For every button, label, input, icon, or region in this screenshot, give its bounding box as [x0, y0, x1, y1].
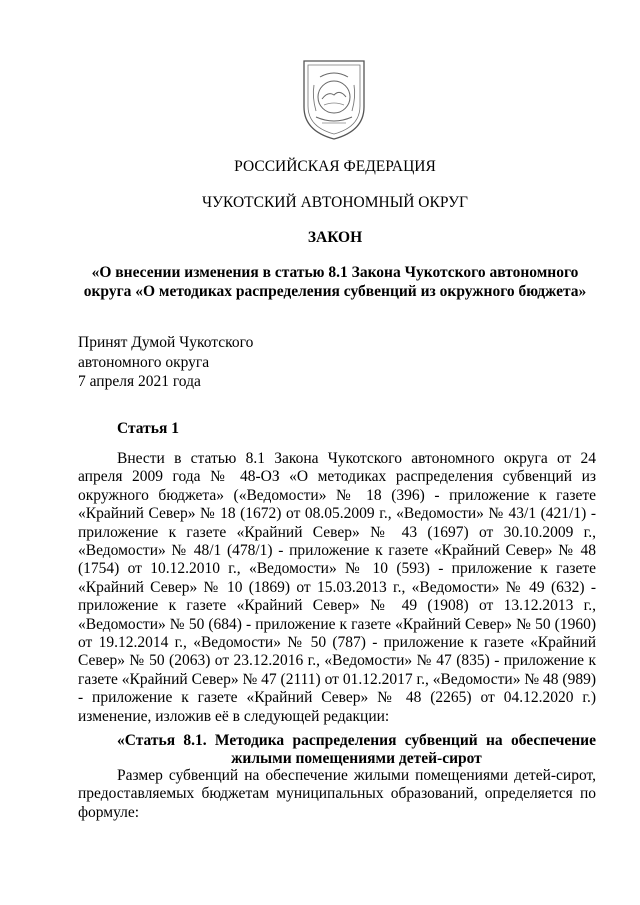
article-1-text: Внести в статью 8.1 Закона Чукотского автономного округа от 24 апреля 2009 года № 48-ОЗ «О методиках распределения субвенций из окружного бюджета» («Ведомости» № 18 (396) - приложение к газете «Крайний Север» № 18 (1672) от 08.05.2009 г., «Ведомости» № 43/1 (421/1) - приложение к газете «Крайний Север» № 43 (1697) от 30.10.2009 г., «Ведомости» № 48/1 (478/1) - приложение к газете «Крайний Север» № 48 (1754) от 10.12.2010 г., «Ведомости» № 10 (593) - приложение к газете «Крайний Север» № 10 (1869) от 15.03.2013 г., «Ведомости» № 49 (632) - приложение к газете «Крайний Север» № 49 (1908) от 13.12.2013 г., «Ведомости» № 50 (684) - приложение к газете «Крайний Север» № 50 (1960) от 19.12.2014 г., «Ведомости» № 50 (787) - приложение к газете «Крайний Север» № 50 (2063) от 23.12.2016 г., «Ведомости» № 47 (835) - приложение к газете «Крайний Север» № 47 (2111) от 01.12.2017 г., «Ведомости» № 48 (989) - приложение к газете «Крайний Север» № 48 (2265) от 04.12.2020 г.) изменение, изложив её в следующей редакции:: [78, 450, 596, 725]
doc-type-heading: ЗАКОН: [307, 229, 363, 246]
adoption-date: 7 апреля 2021 года: [78, 373, 201, 390]
law-title-line-1: «О внесении изменения в статью 8.1 Закона Чукотского автономного: [91, 264, 579, 281]
adoption-line-2: автономного округа: [78, 353, 210, 371]
article-8-1-text: Размер субвенций на обеспечение жилыми помещениями детей-сирот, предоставляемых бюджетам муниципальных образований, определяется по формуле:: [78, 767, 596, 821]
article-1-heading: Статья 1: [117, 420, 179, 437]
region-heading: ЧУКОТСКИЙ АВТОНОМНЫЙ ОКРУГ: [201, 194, 469, 211]
adoption-line-1: Принят Думой Чукотского: [78, 334, 254, 351]
adoption-block: [78, 333, 253, 392]
article-8-1-paragraph: [78, 767, 596, 822]
article-1-paragraph: [78, 450, 596, 726]
coat-of-arms-icon: [298, 55, 370, 143]
law-title-line-2: округа «О методиках распределения субвенций из окружного бюджета»: [83, 283, 587, 300]
article-8-1-heading: «Статья 8.1. Методика распределения субвенций на обеспечение жилыми помещениями детей-сирот: [117, 732, 596, 767]
country-heading: РОССИЙСКАЯ ФЕДЕРАЦИЯ: [234, 158, 436, 175]
